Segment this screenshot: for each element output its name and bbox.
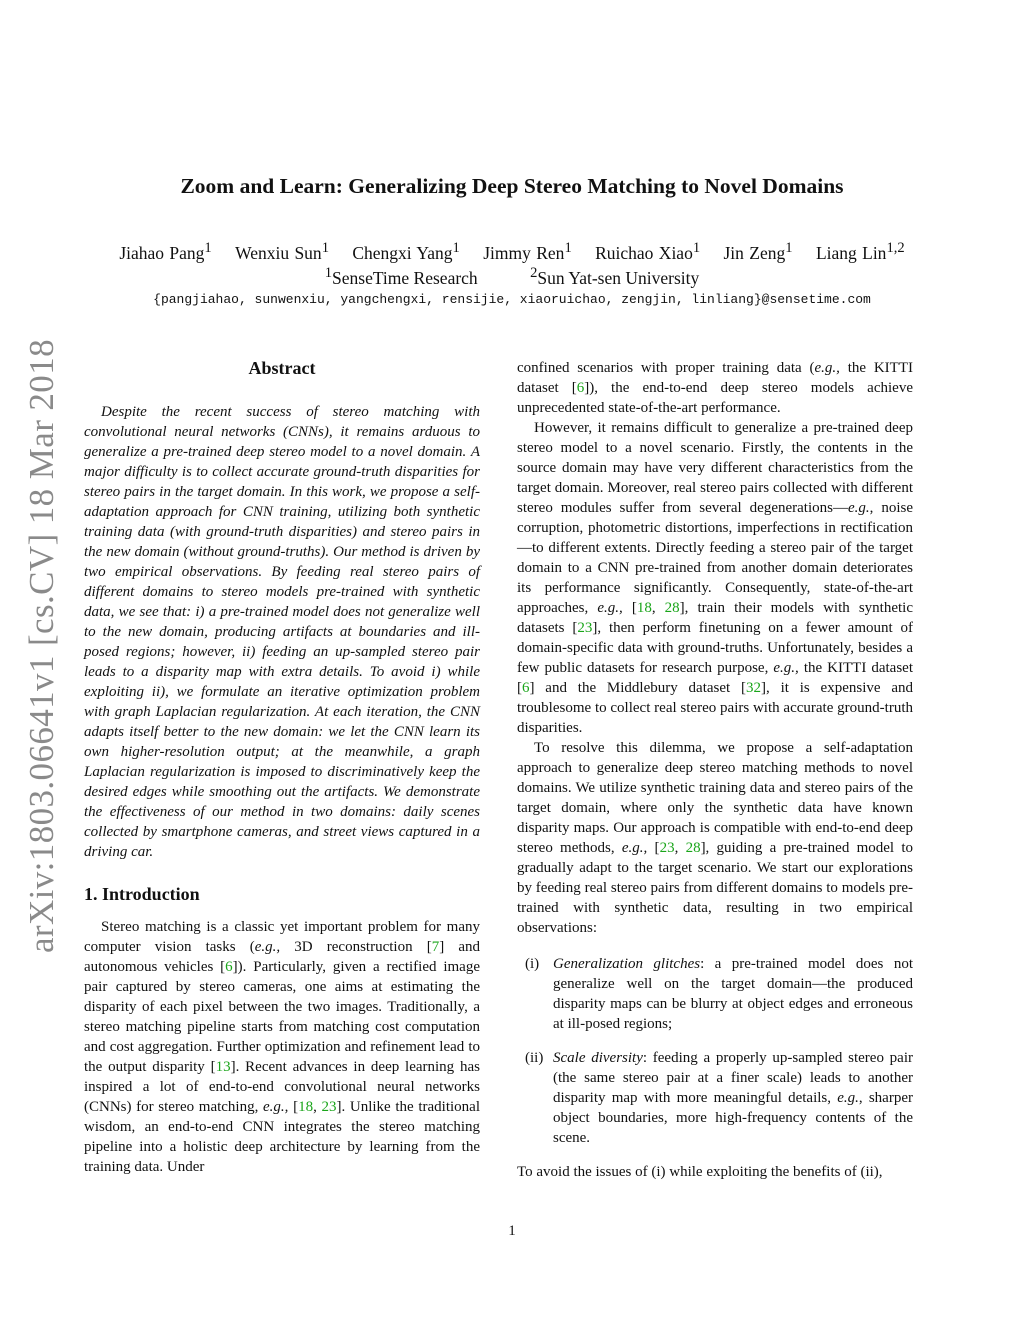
author: Ruichao Xiao$^1$	[595, 240, 701, 263]
list-label: (i)	[525, 956, 540, 972]
citation-link[interactable]: 23	[659, 840, 675, 856]
intro-paragraph-1-continued: confined scenarios with proper training data (e.g., the KITTI dataset [6]), the end-to-end deep stereo models achieve unprecedented state-of-the-art performance.	[517, 360, 913, 416]
arxiv-sidebar	[18, 339, 66, 954]
citation-link[interactable]: 32	[746, 680, 762, 696]
citation-link[interactable]: 28	[664, 600, 680, 616]
section-heading-introduction: 1. Introduction	[84, 884, 200, 904]
intro-paragraph-2: However, it remains difficult to generalize a pre-trained deep stereo model to a novel scenario. Firstly, the contents in the source domain may have very different characteristics from the target domain. Moreover, real stereo pairs collected with different stereo modules suffer from several degenerations—e.g., noise corruption, photometric distortions, imperfections in rectification—to different extents. Directly feeding a stereo pair of the target domain to a CNN pre-trained from another domain deteriorates its performance significantly. Consequently, state-of-the-art approaches, e.g., [18, 28], train their models with synthetic datasets [23], then perform finetuning on a fewer amount of domain-specific data with ground-truths. Unfortunately, besides a few public datasets for research purpose, e.g., the KITTI dataset [6] and the Middlebury dataset [32], it is expensive and troublesome to collect real stereo pairs with accurate ground-truth disparities.	[517, 420, 914, 736]
citation-link[interactable]: 7	[431, 939, 440, 955]
intro-paragraph-3: To resolve this dilemma, we propose a self-adaptation approach to generalize deep stereo matching methods to novel domains. We utilize synthetic training data and stereo pairs of the target domain, where only the synthetic data have known disparity maps. Our approach is compatible with end-to-end deep stereo methods, e.g., [23, 28], guiding a pre-trained model to gradually adapt to the target scenario. We start our explorations by feeding real stereo pairs from different domains to models pre-trained with synthetic data, resulting in two empirical observations:	[517, 740, 913, 936]
author: Jin Zeng$^1$	[723, 240, 793, 263]
citation-link[interactable]: 6	[225, 959, 233, 975]
author: Jimmy Ren$^1$	[483, 240, 572, 263]
abstract-text: Despite the recent success of stereo matching with convolutional neural networks (CNNs), it remains arduous to generalize a pre-trained deep stereo model to a novel domain. A major difficulty is to collect accurate ground-truth disparities for stereo pairs in the target domain. In this work, we propose a self-adaptation approach for CNN training, utilizing both synthetic training data (with ground-truth disparities) and stereo pairs in the new domain (without ground-truths). Our method is driven by two empirical observations. By feeding real stereo pairs of different domains to stereo models pre-trained with synthetic data, we see that: i) a pre-trained model does not generalize well to the new domain, producing artifacts at boundaries and ill-posed regions; however, ii) feeding an up-sampled stereo pair leads to a disparity map with extra details. To avoid i) while exploiting ii), we formulate an iterative optimization problem with graph Laplacian regularization. At each iteration, the CNN adapts itself better to the new domain: we let the CNN learn its own higher-resolution output; at the meanwhile, a graph Laplacian regularization is imposed to discriminatively keep the desired edges while smoothing out the artifacts. We demonstrate the effectiveness of our method in two domains: daily scenes collected by smartphone cameras, and street views captured in a driving car.	[84, 404, 480, 860]
list-label: (ii)	[525, 1050, 544, 1066]
author: Jiahao Pang$^1$	[119, 240, 212, 263]
list-text: Scale diversity: feeding a properly up-sampled stereo pair (the same stereo pair at a finer scale) leads to another disparity map with more meaningful details, e.g., sharper object boundaries, more high-frequency contents of the scene.	[553, 1050, 913, 1146]
author: Liang Lin$^{1,2}$	[815, 240, 905, 263]
affiliation: $^1$SenseTime Research	[324, 265, 478, 288]
right-column	[517, 358, 913, 1182]
citation-link[interactable]: 18	[636, 600, 652, 616]
list-item	[517, 954, 913, 1034]
affiliation-list	[0, 265, 1024, 289]
page-number: 1	[508, 1223, 516, 1239]
list-item	[517, 1048, 913, 1148]
list-text: Generalization glitches: a pre-trained model does not generalize well on the target domain—the produced disparity maps can be blurry at object edges and erroneous at ill-posed regions;	[553, 956, 913, 1032]
citation-link[interactable]: 13	[215, 1059, 231, 1075]
observation-list	[517, 954, 913, 1148]
affiliation: $^2$Sun Yat-sen University	[530, 265, 700, 288]
author-list	[0, 240, 1024, 264]
citation-link[interactable]: 28	[685, 840, 701, 856]
author: Chengxi Yang$^1$	[352, 240, 460, 263]
citation-link[interactable]: 18	[298, 1099, 314, 1115]
citation-link[interactable]: 23	[577, 620, 593, 636]
arxiv-identifier: arXiv:1803.06641v1 [cs.CV] 18 Mar 2018	[22, 339, 61, 954]
abstract-heading: Abstract	[248, 358, 316, 378]
citation-link[interactable]: 6	[522, 680, 530, 696]
author-emails: {pangjiahao, sunwenxiu, yangchengxi, rensijie, xiaoruichao, zengjin, linliang}@sensetime.com	[153, 292, 871, 307]
citation-link[interactable]: 23	[321, 1099, 337, 1115]
author: Wenxiu Sun$^1$	[235, 240, 329, 263]
left-column	[84, 356, 480, 1177]
paper-title: Zoom and Learn: Generalizing Deep Stereo Matching to Novel Domains	[180, 174, 844, 198]
intro-paragraph-1: Stereo matching is a classic yet important problem for many computer vision tasks (e.g., 3D reconstruction [7] and autonomous vehicles [6]). Particularly, given a rectified image pair captured by stereo cameras, one aims at estimating the disparity of each pixel between the two images. Traditionally, a stereo matching pipeline starts from matching cost computation and cost aggregation. Further optimization and refinement lead to the output disparity [13]. Recent advances in deep learning has inspired a lot of end-to-end convolutional neural networks (CNNs) for stereo matching, e.g., [18, 23]. Unlike the traditional wisdom, an end-to-end CNN integrates the stereo matching pipeline into a holistic deep architecture by learning from the training data. Under	[84, 919, 480, 1175]
intro-paragraph-4: To avoid the issues of (i) while exploiting the benefits of (ii),	[517, 1164, 883, 1180]
citation-link[interactable]: 6	[576, 380, 585, 396]
